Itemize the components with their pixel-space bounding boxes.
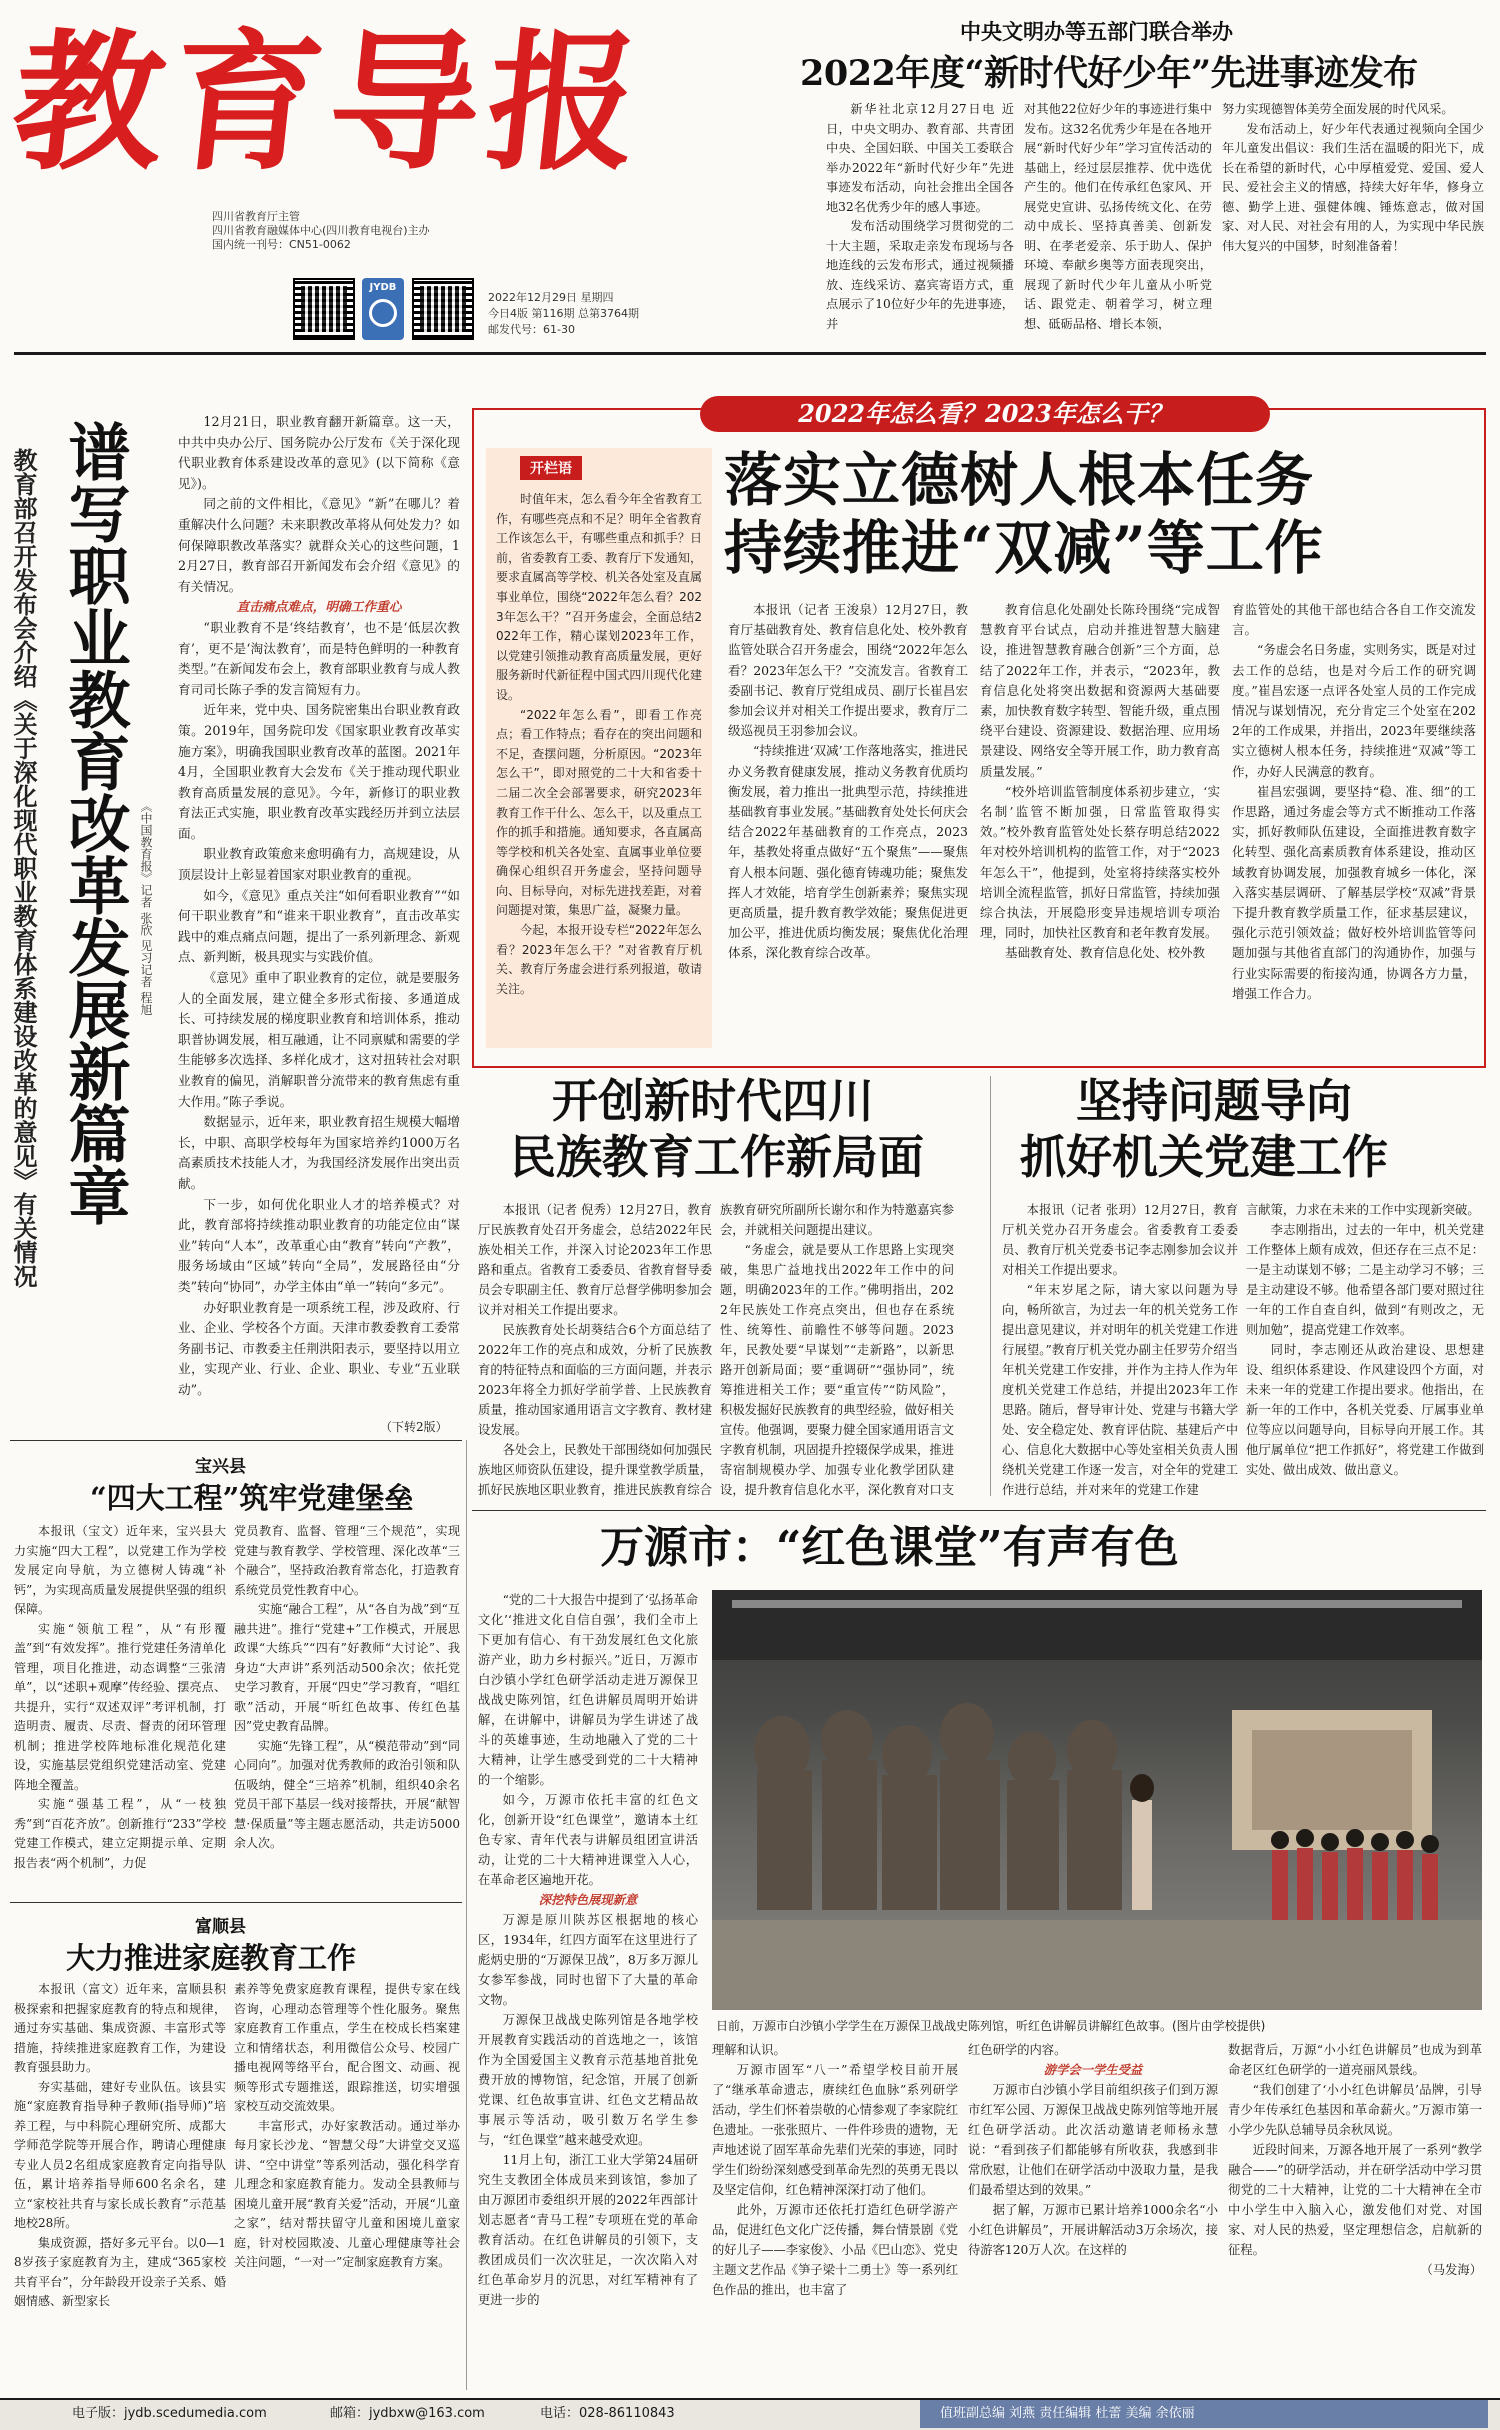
paragraph: “我们创建了‘小小红色讲解员’品牌，引导青少年传承红色基因和革命薪火。”万源市第一小学少先队总辅导员余秋凤说。 — [1228, 2083, 1482, 2137]
paragraph: 李志刚指出，过去的一年中，机关党建工作整体上颇有成效，但还存在三点不足：一是主动谋划不够；二是主动学习不够；三是主动建设不够。他希望各部门要对照过往一年的工作自查自纠，做到“有则改之，无则加勉”，提高党建工作效率。 — [1246, 1223, 1484, 1337]
issue-pages: 今日4版 第116期 总第3764期 — [488, 307, 639, 320]
jydb-logo: JYDB — [362, 278, 404, 340]
paragraph: 实施“领航工程”，从“有形覆盖”到“有效发挥”。推行党建任务清单化管理，项目化推进，动态调整“三张清单”，以“述职+观摩”传经验、摆亮点、共提升，实行“双述双评”考评机制，打造明责、履责、尽责、督责的闭环管理机制；推进学校阵地标准化规范化建设，实施基层党组织党建活动室、党建阵地全覆盖。 — [14, 1621, 226, 1792]
qr-code-b — [412, 278, 474, 340]
paragraph: 新华社北京12月27日电 近日，中央文明办、教育部、共青团中央、全国妇联、中国关工委联合举办2022年“新时代好少年”先进事迹发布活动，向社会推出全国各地32名优秀少年的感人事迹。 — [826, 102, 1014, 214]
left-lead-subtitle: 教育部召开发布会介绍《关于深化现代职业教育体系建设改革的意见》有关情况 — [9, 448, 37, 1288]
paragraph: 实施“融合工程”，从“各自为战”到“互融共进”。推行“党建+”工作模式，开展思政课“大练兵”“四有”好教师“大讨论”、我身边“大声讲”系列活动500余次；依托党史学习教育，开展“四史”学习教育，“唱红歌”活动，开展“听红色故事、传红色基因”党史教育品牌。 — [234, 1602, 460, 1733]
paragraph: 此外，万源市还依托打造红色研学游产品，促进红色文化广泛传播，舞台情景剧《党的好儿子——李家俊》、小品《巴山恋》、党史主题文艺作品《笋子梁十二勇士》等一系列红色作品的推出，也丰富了 — [712, 2203, 958, 2297]
paragraph: 办好职业教育是一项系统工程，涉及政府、行业、企业、学校各个方面。天津市教委教育工委常务副书记、市教委主任荆洪阳表示，要坚持以用立业，实现产业、行业、企业、职业、专业“五业联动”。 — [178, 1299, 460, 1397]
kaiyu-label: 开栏语 — [520, 456, 582, 480]
photo-caption: 日前，万源市白沙镇小学学生在万源保卫战战史陈列馆，听红色讲解员讲解红色故事。(图片由学校提供) — [716, 2019, 1266, 2033]
wanyuan-bottom-col-3 — [1228, 2040, 1482, 2380]
footer-bar — [0, 2398, 1500, 2430]
museum-photo — [712, 1590, 1482, 2010]
issuer-line-2: 四川省教育融媒体中心(四川教育电视台)主办 — [212, 224, 430, 237]
top-story-col-2 — [1024, 100, 1212, 330]
paragraph: 发布活动围绕学习贯彻党的二十大主题，采取走亲发布现场与各地连线的云发布形式，通过视频播放、连线采访、嘉宾寄语方式，重点展示了10位好少年的先进事迹，并 — [826, 219, 1014, 330]
fushun-place: 富顺县 — [195, 1917, 246, 1937]
paragraph: 万源市白沙镇小学目前组织孩子们到万源市红军公园、万源保卫战战史陈列馆等地开展红色研学活动。此次活动邀请老师杨永慧说：“看到孩子们都能够有所收获，我感到非常欣慰，让他们在研学活动中汲取力量，是我们最希望达到的效果。” — [968, 2083, 1218, 2197]
paragraph: 据了解，万源市已累计培养1000余名“小小红色讲解员”，开展讲解活动3万余场次，接待游客120万人次。在这样的 — [968, 2203, 1218, 2257]
wanyuan-bottom-col-2 — [968, 2040, 1218, 2380]
paragraph: “务虚会，就是要从工作思路上实现突破，集思广益地找出2022年工作中的问题，明确2023年的工作。”佛明指出，2022年民族处工作亮点突出，但也存在系统性、统筹性、前瞻性不够等问题。2023年，民教处要“早谋划”“走新路”，以新思路开创新局面；要“重调研”“强协同”，统筹推进相关工作；要“重宣传”“防风险”，积极发掘好民族教育的典型经验，做好相关宣传。他强调，要聚力健全国家通用语言文字教育机制，巩固提升控辍保学成果，推进寄宿制规模办学、加强专业化教学团队建设，提升教育信息化水平，深化教育对口支 — [720, 1243, 954, 1497]
paragraph: 11月上旬，浙江工业大学第24届研究生支教团全体成员来到该馆，参加了由万源团市委组织开展的2022年西部计划志愿者“青马工程”专项班在党的革命教育活动。在红色讲解员的引领下，支教团成员们一次次驻足，一次次陷入对红色革命岁月的沉思，对红军精神有了更进一步的 — [478, 2153, 698, 2307]
paragraph: 发布活动上，好少年代表通过视频向全国少年儿童发出倡议：我们生活在温暖的阳光下，成长在希望的新时代，心中厚植爱党、爱国、爱人民、爱社会主义的情感，持续大好年华，修身立德、勤学上进、强健体魄、锤炼意志，做对国家、对人民、对社会有用的人，为实现中华民族伟大复兴的中国梦，时刻准备着！ — [1222, 121, 1484, 253]
paragraph: “校外培训监管制度体系初步建立，‘实名制’监管不断加强，日常监管取得实效。”校外教育监管处处长蔡存明总结2022年对校外培训机构的监管工作，对于“2023年怎么干”，他提到，处室将持续落实校外培训全流程监管，抓好日常监管，持续加强综合执法，开展隐形变异违规培训专项治理，同时，加快社区教育和老年教育发展。 — [980, 783, 1220, 941]
footer-editors: 值班副总编 刘燕 责任编辑 杜蕾 美编 余依丽 — [920, 2400, 1488, 2428]
paragraph: 崔昌宏强调，要坚持“稳、准、细”的工作思路，通过务虚会等方式不断推动工作落实，抓好教师队伍建设，全面推进教育数字化转型、强化高素质教育体系建设，推动区域教育协调发展，加强教育城乡一体化，深入落实基层调研、了解基层学校“双减”背景下提升教育教学质量工作，征求基层建议，强化示范引领效益；做好校外培训监管等问题加强与其他省直部门的沟通协作，加强与行业实际需要的衔接沟通，协调各方力量，增强工作合力。 — [1232, 783, 1476, 1001]
photo-illustration — [712, 1590, 1482, 2010]
paragraph: “2022年怎么看”，即看工作亮点；看工作特点；看存在的突出问题和不足，查摆问题，分析原因。“2023年怎么干”，即对照党的二十大和省委十二届二次全会部署要求，研究2023年教育工作干什么、怎么干，以及重点工作的抓手和措施。通知要求，各直属高等学校和机关各处室、直属事业单位要确保心组织召开务虚会，坚持问题导向、目标导向，对标先进找差距，对着问题提对策，集思广益，凝聚力量。 — [496, 707, 702, 918]
sichuan-title-1: 开创新时代四川 — [552, 1074, 874, 1128]
center-lead-col-1 — [728, 600, 968, 1060]
paragraph: 实施“强基工程”，从“一枝独秀”到“百花齐放”。创新推行“233”学校党建工作模式，建立定期提示单、定期报告表“两个机制”，力促 — [14, 1797, 226, 1870]
paragraph: 近年来，党中央、国务院密集出台职业教育政策。2019年，国务院印发《国家职业教育改革实施方案》，明确我国职业教育改革的蓝图。2021年4月，全国职业教育大会发布《关于推动现代职业教育高质量发展的意见》。今年，新修订的职业教育法正式实施，职业教育改革实践经历并到立法层面。 — [178, 702, 460, 841]
section-subhead: 游学会一学生受益 — [1043, 2062, 1143, 2077]
fushun-col-1 — [14, 1980, 226, 2380]
paragraph: 党员教育、监督、管理“三个规范”，实现党建与教育教学、学校管理、深化改革“三个融合”，坚持政治教育常态化，打造教育系统党员党性教育中心。 — [234, 1524, 460, 1597]
baoxing-col-1 — [14, 1522, 226, 1894]
issue-date: 2022年12月29日 星期四 — [488, 291, 614, 304]
paragraph: 集成资源，搭好多元平台。以0—18岁孩子家庭教育为主，建成“365家校共育平台”，分年龄段开设亲子关系、婚姻情感、新型家长 — [14, 2235, 226, 2308]
paragraph: 对其他22位好少年的事迹进行集中发布。这32名优秀少年是在各地开展“新时代好少年”学习宣传活动的基础上，经过层层推荐、优中选优产生的。他们在传承红色家风、开展党史宣讲、弘扬传统文化、在劳动中成长、坚持真善美、创新发明、在孝老爱亲、乐于助人、保护环境、奉献乡奥等方面表现突出，展现了新时代少年儿童从小听党话、跟党走、朝着学习，树立理想、砥砺品格、增长本领， — [1024, 102, 1212, 330]
paragraph: 万源市固军“八一”希望学校目前开展了“继承革命遗志，赓续红色血脉”系列研学活动，学生们怀着崇敬的心情参观了李家院红色遗址。一张张照片、一件件珍贵的遗物，无声地述说了固军革命先辈们光荣的事迹，同时学生们纷纷深刻感受到革命先烈的英勇无畏以及坚定信仰，红色精神深深打动了他们。 — [712, 2063, 958, 2197]
center-lead-title-1: 落实立德树人根本任务 — [724, 446, 1315, 514]
paragraph: 夯实基础，建好专业队伍。该县实施“家庭教育指导种子教师(指导师)”培养工程，与中科院心理研究所、成都大学师范学院等开展合作，聘请心理健康专业人员2名组成家庭教育定向指导队伍，累计培养指导师600名余名，建立“家校社共育与家长成长教育”示范基地校28所。 — [14, 2079, 226, 2230]
center-lead-title-2: 持续推进“双减”等工作 — [724, 514, 1324, 582]
wanyuan-title: 万源市：“红色课堂”有声有色 — [600, 1522, 1179, 1573]
baoxing-title: “四大工程”筑牢党建堡垒 — [90, 1481, 414, 1515]
paragraph: 教育信息化处副处长陈玲围绕“完成智慧教育平台试点，启动并推进智慧大脑建设，推进智慧教育融合创新”三个方面，总结了2022年工作，并表示，“2023年，教育信息化处将突出数据和资源两大基础要素，加快教育数字转型、智能升级，重点围绕平台建设、资源建设、数据治理、应用场景建设、网络安全等开展工作，助力教育高质量发展。” — [980, 602, 1220, 779]
paragraph: 同之前的文件相比，《意见》“新”在哪儿？着重解决什么问题？未来职教改革将从何处发力？如何保障职教改革落实？就群众关心的这些问题，12月27日，教育部召开新闻发布会介绍《意见》的有关情况。 — [178, 496, 460, 594]
wanyuan-left-col — [478, 1590, 698, 2380]
jiguan-title-1: 坚持问题导向 — [1076, 1074, 1352, 1128]
masthead-divider — [14, 352, 1486, 355]
continued-note: （下转2版） — [380, 1420, 448, 1434]
paragraph: 万源是原川陕苏区根据地的核心区，1934年，红四方面军在这里进行了彪炳史册的“万源保卫战”，8万多万源儿女参军参战，同时也留下了大量的革命文物。 — [478, 1913, 698, 2007]
left-column-divider — [466, 1440, 467, 2390]
postal-code: 邮发代号：61-30 — [488, 323, 575, 336]
paragraph: 本报讯（富文）近年来，富顺县积极探索和把握家庭教育的特点和规律，通过夯实基础、集成资源、丰富形式等措施，持续推进家庭教育工作，为建设教育强县助力。 — [14, 1982, 226, 2074]
top-story-title: 2022年度“新时代好少年”先进事迹发布 — [800, 53, 1418, 94]
center-column-divider — [990, 1076, 991, 1496]
masthead-issuer — [212, 210, 430, 252]
paragraph: 各处会上，民教处干部围绕如何加强民族地区师资队伍建设，提升课堂教学质量，抓好民族地区职业教育，推进民族教育综合 — [478, 1443, 712, 1497]
jiguan-col-1 — [1002, 1200, 1238, 1500]
sichuan-title-2: 民族教育工作新局面 — [510, 1130, 924, 1184]
paragraph: 理解和认识。 — [712, 2043, 786, 2057]
paragraph: （马发海） — [1420, 2263, 1482, 2277]
center-lead-col-3 — [1232, 600, 1476, 1060]
paragraph: 数据背后，万源“小小红色讲解员”也成为到革命老区红色研学的一道亮丽风景线。 — [1228, 2043, 1482, 2077]
wanyuan-bottom-col-1 — [712, 2040, 958, 2380]
paragraph: 如今，万源市依托丰富的红色文化，创新开设“红色课堂”，邀请本土红色专家、青年代表与讲解员组团宣讲活动，让党的二十大精神进课堂入人心，在革命老区遍地开花。 — [478, 1793, 698, 1887]
paragraph: 红色研学的内容。 — [968, 2043, 1067, 2057]
paragraph: 言献策，力求在未来的工作中实现新突破。 — [1246, 1203, 1480, 1217]
sichuan-col-2 — [720, 1200, 954, 1500]
qr-code-a — [293, 278, 355, 340]
issuer-line-1: 四川省教育厅主管 — [212, 210, 300, 223]
jiguan-col-2 — [1246, 1200, 1484, 1500]
paragraph: 《意见》重申了职业教育的定位，就是要服务人的全面发展，建立健全多形式衔接、多通道成长、可持续发展的梯度职业教育和培训体系，推动职普协调发展，相互融通，让不同禀赋和需要的学生能够多次选择、多样化成才，这对扭转社会对职业教育的偏见，消解职普分流带来的教育焦虑有重大作用。”陈子季说。 — [178, 970, 460, 1109]
middle-divider — [472, 1510, 1486, 1511]
kaiyu-body — [496, 490, 702, 1050]
paragraph: 数据显示，近年来，职业教育招生规模大幅增长，中职、高职学校每年为国家培养约1000万名高素质技术技能人才，为我国经济发展作出突出贡献。 — [178, 1114, 460, 1191]
paragraph: 本报讯（记者 王浚泉）12月27日，教育厅基础教育处、教育信息化处、校外教育监管处联合召开务虚会，围绕“2022年怎么看？2023年怎么干？”交流发言。省教育工委副书记、教育厅党组成员、副厅长崔昌宏参加会议并对相关工作提出要求，教育厅二级巡视员王羽参加会议。 — [728, 602, 968, 739]
baoxing-col-2 — [234, 1522, 460, 1894]
left-divider-1 — [10, 1440, 462, 1441]
left-lead-byline: 《中国教育报》记者 张欣 见习记者 程旭 — [139, 800, 153, 1016]
footer-email[interactable]: 邮箱：jydbxw@163.com — [330, 2406, 485, 2421]
top-story-kicker: 中央文明办等五部门联合举办 — [960, 19, 1233, 44]
paragraph: 素养等免费家庭教育课程，提供专家在线咨询，心理动态管理等个性化服务。聚焦家庭教育工作重点，学生在校成长档案建立和情绪状态，利用微信公众号、校园广播电视网等络平台，配合图文、动画、视频等形式专题推送，跟踪推送，切实增强家校互动交流效果。 — [234, 1982, 460, 2113]
paragraph: 时值年末，怎么看今年全省教育工作，有哪些亮点和不足？明年全省教育工作该怎么干，有哪些重点和抓手？日前，省委教育工委、教育厅下发通知，要求直属高等学校、机关各处室及直属事业单位，围绕“2022年怎么看？2023年怎么干？”召开务虚会，全面总结2022年工作，精心谋划2023年工作，以党建引领推动教育高质量发展，更好服务新时代新征程中国式四川现代化建设。 — [496, 492, 702, 702]
paragraph: “务虚会名日务虚，实则务实，既是对过去工作的总结，也是对今后工作的研究调度。”崔昌宏逐一点评各处室人员的工作完成情况与谋划情况，充分肯定三个处室在2022年的工作成果，并指出，2023年要继续落实立德树人根本任务，持续推进“双减”等工作，办好人民满意的教育。 — [1232, 642, 1476, 779]
left-lead-body — [178, 412, 460, 1412]
paragraph: 民族教育处长胡葵结合6个方面总结了2022年工作的亮点和成效，分析了民族教育的特征特点和面临的三方面问题，并表示2023年将全力抓好学前学普、上民族教育质量，推动国家通用语言文字教育、教材建设发展。 — [478, 1323, 712, 1437]
paragraph: 育监管处的其他干部也结合各自工作交流发言。 — [1232, 602, 1476, 638]
paragraph: “年末岁尾之际，请大家以问题为导向，畅所欲言，为过去一年的机关党务工作提出意见建议，并对明年的机关党建工作进行展望。”教育厅机关党办副主任罗劳介绍当年机关党建工作安排，并作为主持人作为年度机关党建工作总结，并提出2023年工作思路。随后，督导审计处、党建与书籍大学处、安全稳定处、教育评估院、基建后产中心、信息化大数据中心等处室相关负责人围绕机关党建工作逐一发言，对全年的党建工作进行总结，并对来年的党建工作建 — [1002, 1283, 1238, 1497]
footer-phone: 电话：028-86110843 — [540, 2406, 675, 2421]
paragraph: 今起，本报开设专栏“2022年怎么看？2023年怎么干？”对省教育厅机关、教育厅务虚会进行系列报道，敬请关注。 — [496, 923, 702, 996]
paragraph: 实施“先锋工程”，从“模范带动”到“同心同向”。加强对优秀教师的政治引领和队伍吸纳，健全“三培养”机制，组织40余名党员干部下基层一线对接帮扶，开展“献智慧·保质量”等主题志愿活动，共走访5000余人次。 — [234, 1738, 460, 1850]
footer-website[interactable]: 电子版：jydb.scedumedia.com — [72, 2406, 267, 2421]
paragraph: 职业教育政策愈来愈明确有力，高规建设，从顶层设计上彰显着国家对职业教育的重视。 — [178, 846, 460, 883]
paragraph: 万源保卫战战史陈列馆是各地学校开展教育实践活动的首选地之一，该馆作为全国爱国主义教育示范基地首批免费开放的博物馆，纪念馆，开展了创新党课、红色故事宣讲、红色文艺精品故事展示等活动，吸引数万名学生参与，“红色课堂”越来越受欢迎。 — [478, 2013, 698, 2147]
paragraph: 族教育研究所副所长谢尔和作为特邀嘉宾参会，并就相关问题提出建议。 — [720, 1203, 954, 1237]
center-lead-col-2 — [980, 600, 1220, 1060]
paragraph: 丰富形式，办好家教活动。通过举办每月家长沙龙、“智慧父母”大讲堂交叉巡讲、“空中讲堂”等系列活动，强化科学育儿理念和家庭教育能力。发动全县教师与困境儿童开展“教育关爱”活动，开展“儿童之家”，结对帮扶留守儿童和困境儿童家庭，针对校园欺凌、儿童心理健康等社会关注问题，“一对一”定制家庭教育方案。 — [234, 2118, 460, 2269]
paragraph: 同时，李志刚还从政治建设、思想建设、组织体系建设、作风建设四个方面，对未来一年的党建工作提出要求。他指出，在新一年的工作中，各机关党委、厅属事业单位等应以问题导向，目标导向开展工作。其他厅属单位“把工作抓好”，将党建工作做到实处、做出成效、做出意义。 — [1246, 1343, 1484, 1477]
paragraph: 基础教育处、教育信息化处、校外教 — [1005, 945, 1206, 961]
paragraph: 本报讯（宝文）近年来，宝兴县大力实施“四大工程”，以党建工作为学校发展定向导航，为立德树人铸魂“补钙”，为实现高质量发展提供坚强的组织保障。 — [14, 1524, 226, 1616]
paragraph: “党的二十大报告中提到了‘弘扬革命文化’‘推进文化自信自强’，我们全市上下更加有信心、有干劲发展红色文化旅游产业，助力乡村振兴。”近日，万源市白沙镇小学红色研学活动走进万源保卫战战史陈列馆，红色讲解员周明开始讲解，在讲解中，讲解员为学生讲述了战斗的英雄事迹，生动地融入了党的二十大精神，让学生感受到党的二十大精神的一个缩影。 — [478, 1593, 698, 1787]
paragraph: 努力实现德智体美劳全面发展的时代风采。 — [1222, 102, 1454, 116]
left-lead-title: 谱写职业教育改革发展新篇章 — [58, 420, 131, 1226]
paragraph: “职业教育不是‘终结教育’，也不是‘低层次教育’，更不是‘淘汰教育’，而是特色鲜明的一种教育类型。”在新闻发布会上，教育部职业教育与成人教育司司长陈子季的发言简短有力。 — [178, 619, 460, 697]
left-divider-2 — [10, 1902, 462, 1903]
logo-emblem-icon — [369, 299, 397, 327]
paragraph: 近段时间来，万源各地开展了一系列“教学融合——”的研学活动，并在研学活动中学习贯彻党的二十大精神，让党的二十大精神在全市中小学生中入脑入心，激发他们对党、对国家、对人民的热爱，坚定理想信念，启航新的征程。 — [1228, 2143, 1482, 2257]
issue-info — [488, 290, 639, 338]
series-banner: 2022年怎么看？2023年怎么干？ — [700, 396, 1270, 432]
sichuan-col-1 — [478, 1200, 712, 1500]
baoxing-place: 宝兴县 — [195, 1457, 246, 1477]
top-story-col-1 — [826, 100, 1014, 330]
paragraph: “持续推进‘双减’工作落地落实，推进民办义务教育健康发展，推动义务教育优质均衡发展，着力推出一批典型示范，持续推进基础教育事业发展。”基础教育处处长何庆会结合2022年基础教育的工作亮点，2023年，基教处将重点做好“五个聚焦”——聚焦育人根本问题、强化德育铸魂功能；聚焦发挥人才效能，培育学生创新素养；聚焦实现更高质量，提升教育教学效能；聚焦促进更加公平，推进优质均衡发展；聚焦优化治理体系，深化教育综合改革。 — [728, 743, 968, 961]
jiguan-title-2: 抓好机关党建工作 — [1020, 1130, 1388, 1184]
cn-number: 国内统一刊号：CN51-0062 — [212, 238, 351, 251]
paragraph: 12月21日，职业教育翻开新篇章。这一天，中共中央办公厅、国务院办公厅发布《关于深化现代职业教育体系建设改革的意见》(以下简称《意见》)。 — [178, 414, 460, 491]
fushun-col-2 — [234, 1980, 460, 2380]
section-subhead: 直击痛点难点，明确工作重心 — [236, 599, 402, 615]
masthead-title: 教育导报 — [4, 15, 656, 191]
section-subhead: 深挖特色展现新意 — [538, 1892, 638, 1907]
paragraph: 下一步，如何优化职业人才的培养模式？对此，教育部将持续推动职业教育的功能定位由“谋业”转向“人本”，改革重心由“教育”转向“产教”，服务场域由“区域”转向“全局”，发展路径由“分类”转向“协同”，办学主体由“单一”转向“多元”。 — [178, 1196, 460, 1294]
paragraph: 如今，《意见》重点关注“如何看职业教育”“如何干职业教育”和“谁来干职业教育”，直击改革实践中的难点痛点问题，提出了一系列新理念、新观点、新判断，极具现实与实践价值。 — [178, 887, 460, 965]
paragraph: 本报讯（记者 倪秀）12月27日，教育厅民族教育处召开务虚会，总结2022年民族处相关工作，并深入讨论2023年工作思路和重点。省教育工委委员、省教育督导委员会专职副主任、教育厅总督学佛明参加会议并对相关工作提出要求。 — [478, 1203, 712, 1317]
paragraph: 本报讯（记者 张玥）12月27日，教育厅机关党办召开务虚会。省委教育工委委员、教育厅机关党委书记李志刚参加会议并对相关工作提出要求。 — [1002, 1203, 1238, 1277]
top-story-col-3 — [1222, 100, 1484, 330]
fushun-title: 大力推进家庭教育工作 — [66, 1941, 357, 1975]
